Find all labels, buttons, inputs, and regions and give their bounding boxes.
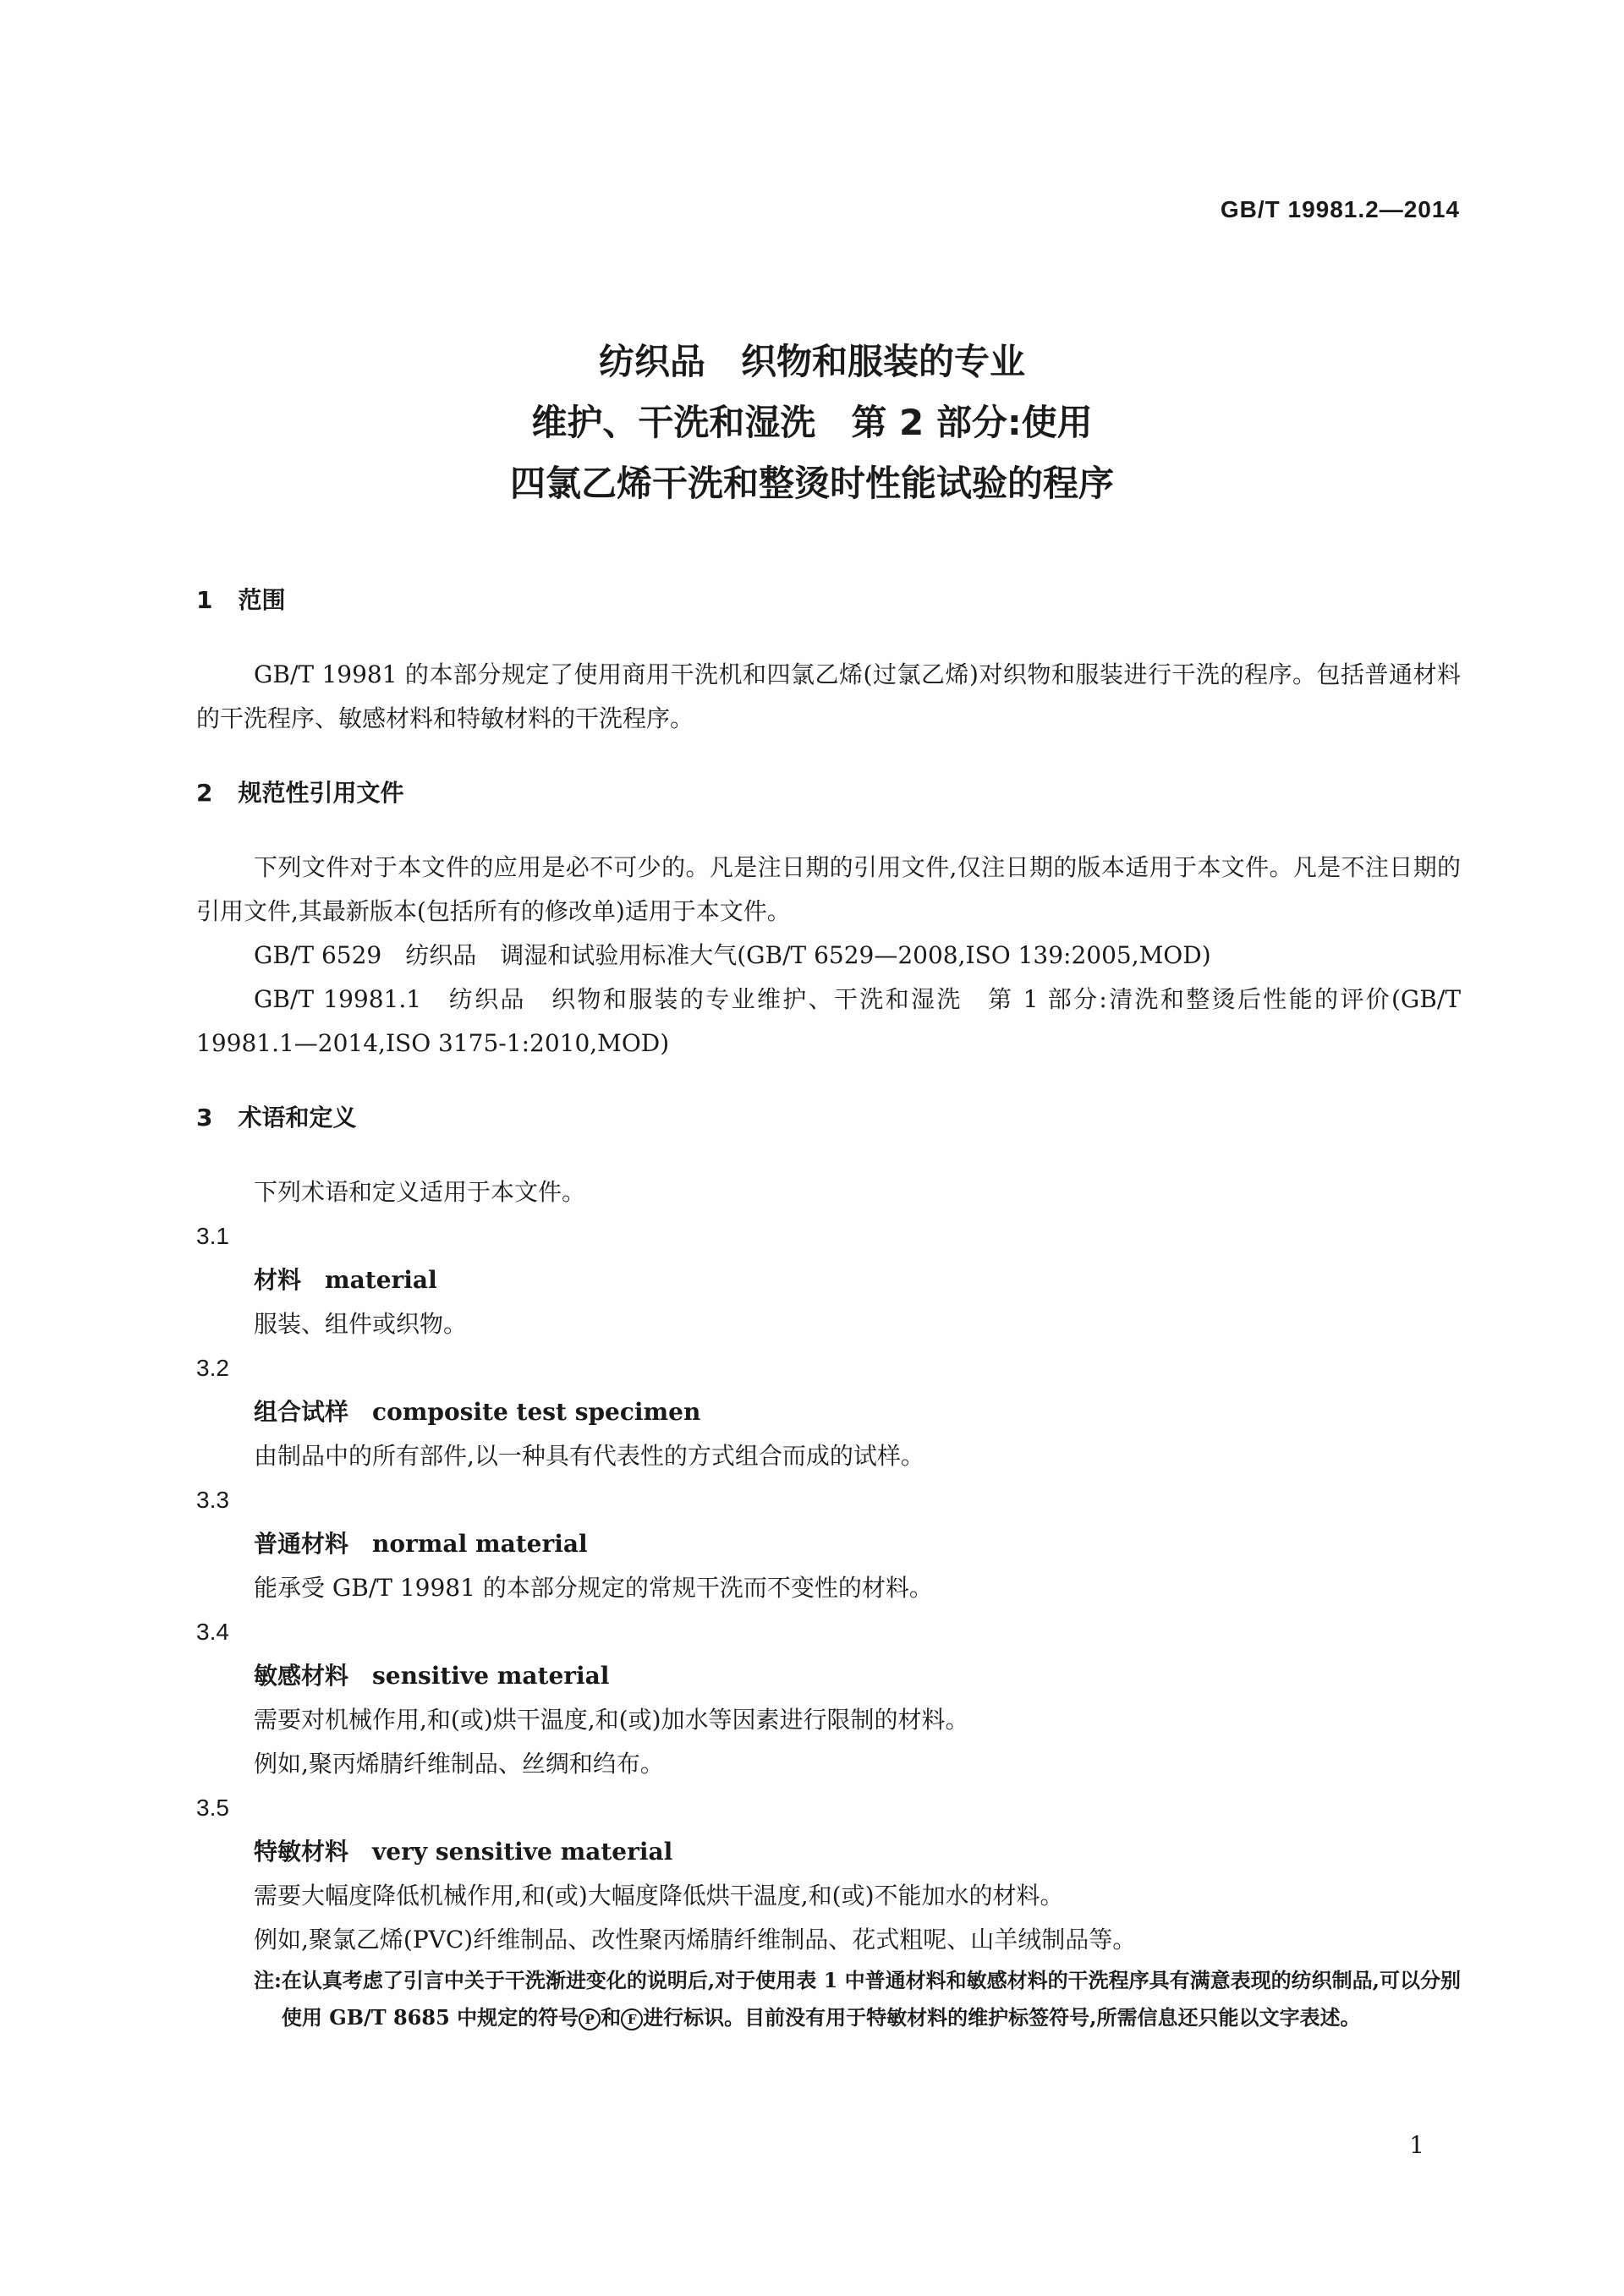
section-1-paragraph: GB/T 19981 的本部分规定了使用商用干洗机和四氯乙烯(过氯乙烯)对织物和服装进行干洗的程序。包括普通材料的干洗程序、敏感材料和特敏材料的干洗程序。 xyxy=(196,660,1461,732)
note-text-b: 和 xyxy=(601,2005,622,2030)
section-title: 范围 xyxy=(238,586,286,614)
term-definition: 需要对机械作用,和(或)烘干温度,和(或)加水等因素进行限制的材料。 xyxy=(254,1706,969,1734)
normative-reference-1: GB/T 6529 纺织品 调湿和试验用标准大气(GB/T 6529—2008,ISO 139:2005,MOD) xyxy=(254,941,1211,969)
document-body xyxy=(196,584,1461,2036)
note-text-a: 在认真考虑了引言中关于干洗渐进变化的说明后,对于使用表 1 中普通材料和敏感材料的干洗程序具有满意表现的纺织制品,可以分别使用 GB/T 8685 中规定的符号 xyxy=(281,1968,1461,2030)
title-line-2: 维护、干洗和湿洗 第 2 部分:使用 xyxy=(531,402,1093,443)
term-zh: 材料 xyxy=(254,1266,302,1294)
term-example: 例如,聚丙烯腈纤维制品、丝绸和绉布。 xyxy=(254,1750,664,1778)
term-zh: 组合试样 xyxy=(254,1398,349,1426)
page-number: 1 xyxy=(1409,2131,1424,2159)
term-number: 3.3 xyxy=(196,1487,229,1513)
term-title xyxy=(196,1654,1461,1698)
term-definition: 需要大幅度降低机械作用,和(或)大幅度降低烘干温度,和(或)不能加水的材料。 xyxy=(254,1882,1064,1910)
normative-reference-2: GB/T 19981.1 纺织品 织物和服装的专业维护、干洗和湿洗 第 1 部分:清洗和整烫后性能的评价(GB/T 19981.1—2014,ISO 3175-1:2010,MOD) xyxy=(196,985,1461,1057)
term-definition: 服装、组件或织物。 xyxy=(254,1310,468,1338)
term-en: sensitive material xyxy=(372,1662,610,1690)
note xyxy=(196,1962,1461,2036)
term-definition: 由制品中的所有部件,以一种具有代表性的方式组合而成的试样。 xyxy=(254,1442,924,1470)
document-title xyxy=(0,332,1624,514)
term-example: 例如,聚氯乙烯(PVC)纤维制品、改性聚丙烯腈纤维制品、花式粗呢、山羊绒制品等。 xyxy=(254,1926,1137,1954)
section-title: 规范性引用文件 xyxy=(238,779,404,807)
section-number: 1 xyxy=(196,586,213,614)
care-symbol-p-icon: P xyxy=(579,2008,601,2030)
care-symbol-f-icon: F xyxy=(621,2008,643,2030)
term-zh: 特敏材料 xyxy=(254,1838,349,1866)
title-line-1: 纺织品 织物和服装的专业 xyxy=(598,341,1025,382)
term-number: 3.2 xyxy=(196,1355,229,1381)
standard-code: GB/T 19981.2—2014 xyxy=(1220,196,1460,222)
section-2-paragraph: 下列文件对于本文件的应用是必不可少的。凡是注日期的引用文件,仅注日期的版本适用于本文件。凡是不注日期的引用文件,其最新版本(包括所有的修改单)适用于本文件。 xyxy=(196,853,1461,925)
term-en: normal material xyxy=(372,1530,588,1558)
term-title xyxy=(196,1390,1461,1434)
term-en: material xyxy=(325,1266,437,1294)
section-2-heading xyxy=(196,776,1461,810)
term-title xyxy=(196,1258,1461,1302)
section-title: 术语和定义 xyxy=(238,1104,357,1132)
term-en: very sensitive material xyxy=(372,1838,673,1866)
term-title xyxy=(196,1830,1461,1874)
term-en: composite test specimen xyxy=(372,1398,701,1426)
note-body xyxy=(282,1962,1461,2036)
section-3-heading xyxy=(196,1101,1461,1135)
term-number: 3.5 xyxy=(196,1795,229,1821)
term-zh: 普通材料 xyxy=(254,1530,349,1558)
term-title xyxy=(196,1522,1461,1566)
term-definition: 能承受 GB/T 19981 的本部分规定的常规干洗而不变性的材料。 xyxy=(254,1574,933,1602)
section-number: 2 xyxy=(196,779,213,807)
term-number: 3.1 xyxy=(196,1223,229,1249)
section-3-intro: 下列术语和定义适用于本文件。 xyxy=(254,1178,586,1206)
title-line-3: 四氯乙烯干洗和整烫时性能试验的程序 xyxy=(509,463,1114,504)
term-number: 3.4 xyxy=(196,1619,229,1645)
note-text-c: 进行标识。目前没有用于特敏材料的维护标签符号,所需信息还只能以文字表述。 xyxy=(643,2005,1361,2030)
term-zh: 敏感材料 xyxy=(254,1662,349,1690)
section-number: 3 xyxy=(196,1104,213,1132)
note-label: 注: xyxy=(254,1968,282,1992)
section-1-heading xyxy=(196,584,1461,617)
